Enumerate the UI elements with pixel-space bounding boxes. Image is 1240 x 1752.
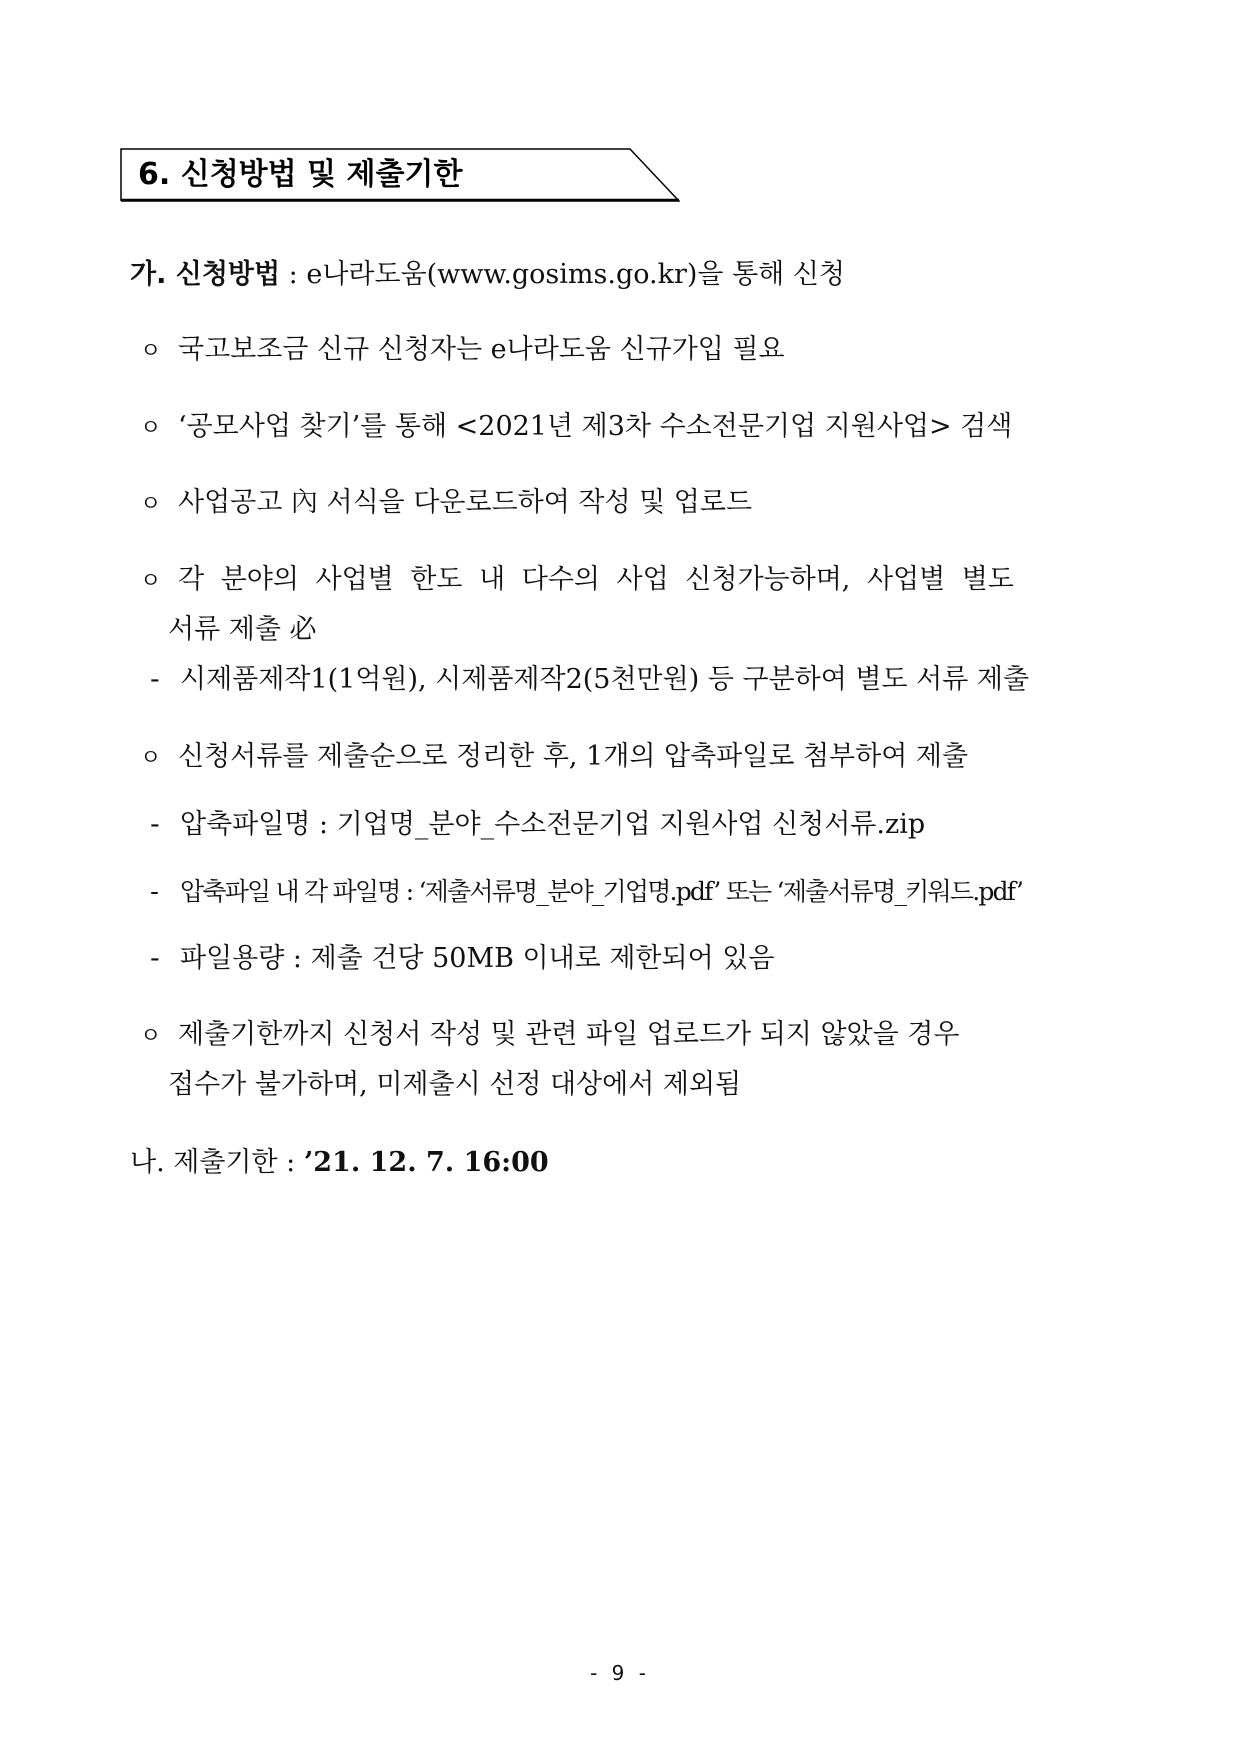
page-number: - 9 - — [590, 1661, 650, 1685]
bullet-mark: ㅇ — [140, 416, 162, 441]
bullet-text: ‘공모사업 찾기’를 통해 <2021년 제3차 수소전문기업 지원사업> 검색 — [178, 411, 1013, 442]
method-heading — [130, 258, 845, 292]
dash-mark: - — [150, 664, 160, 695]
section-title: 6. 신청방법 및 제출기한 — [138, 157, 463, 192]
bullet-text: 제출기한까지 신청서 작성 및 관련 파일 업로드가 되지 않았을 경우 — [178, 1019, 960, 1050]
list-item — [150, 875, 1140, 909]
list-item — [140, 1018, 1130, 1054]
bullet-mark: ㅇ — [140, 492, 162, 517]
dash-mark: - — [150, 809, 160, 840]
list-item — [150, 663, 1140, 697]
list-item-continuation — [168, 1068, 1158, 1102]
bullet-mark: ㅇ — [140, 1024, 162, 1049]
bullet-text: 신청서류를 제출순으로 정리한 후, 1개의 압축파일로 첨부하여 제출 — [178, 741, 969, 772]
list-item — [140, 563, 1130, 599]
bullet-text: 압축파일명 : 기업명_분야_수소전문기업 지원사업 신청서류.zip — [180, 809, 926, 840]
bullet-text: 각 분야의 사업별 한도 내 다수의 사업 신청가능하며, 사업별 별도 — [178, 564, 1014, 595]
list-item — [140, 740, 1130, 776]
list-item — [150, 808, 1140, 842]
method-label: 가. 신청방법 — [130, 259, 281, 290]
dash-mark: - — [150, 943, 160, 974]
list-item-continuation — [168, 613, 1158, 647]
bullet-mark: ㅇ — [140, 339, 162, 364]
bullet-text: 국고보조금 신규 신청자는 e나라도움 신규가입 필요 — [178, 334, 785, 365]
dash-mark: - — [150, 877, 160, 906]
deadline-value: ’21. 12. 7. 16:00 — [303, 1147, 549, 1178]
bullet-mark: ㅇ — [140, 746, 162, 771]
deadline-heading — [130, 1146, 549, 1180]
method-text: e나라도움(www.gosims.go.kr)을 통해 신청 — [306, 259, 845, 290]
bullet-continuation-text: 접수가 불가하며, 미제출시 선정 대상에서 제외됨 — [168, 1069, 742, 1100]
list-item — [140, 333, 1130, 369]
method-separator: : — [280, 259, 307, 290]
bullet-text: 압축파일 내 각 파일명 : ‘제출서류명_분야_기업명.pdf’ 또는 ‘제출서류명_키워드.pdf’ — [180, 877, 1023, 906]
bullet-text: 사업공고 內 서식을 다운로드하여 작성 및 업로드 — [178, 487, 753, 518]
bullet-text: 파일용량 : 제출 건당 50MB 이내로 제한되어 있음 — [180, 943, 775, 974]
bullet-text: 시제품제작1(1억원), 시제품제작2(5천만원) 등 구분하여 별도 서류 제출 — [180, 664, 1030, 695]
list-item — [150, 942, 1140, 976]
list-item — [140, 486, 1130, 522]
list-item — [140, 410, 1130, 446]
deadline-label: 나. 제출기한 — [130, 1147, 278, 1178]
bullet-continuation-text: 서류 제출 必 — [168, 614, 317, 645]
deadline-separator: : — [277, 1147, 304, 1178]
section-header — [120, 148, 680, 202]
bullet-mark: ㅇ — [140, 569, 162, 594]
